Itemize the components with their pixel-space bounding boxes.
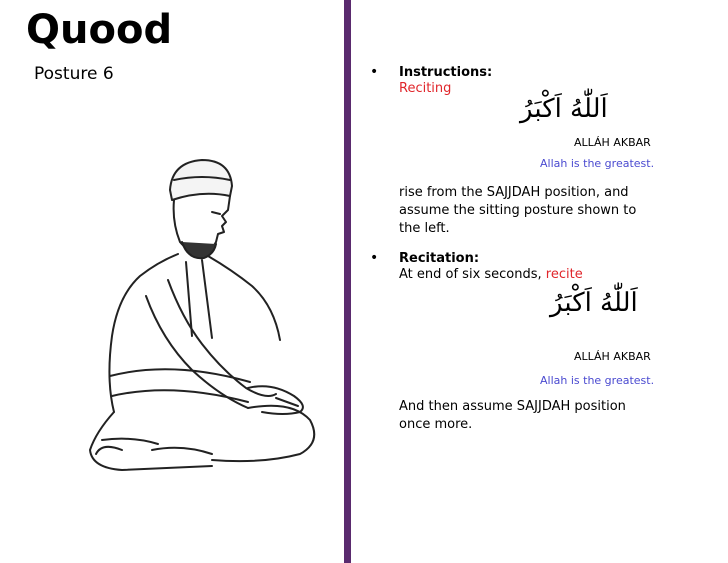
- reciting-label: Reciting: [399, 81, 452, 96]
- seated-figure-illustration: [62, 150, 332, 490]
- recitation-line: [399, 266, 583, 284]
- recitation-prefix: At end of six seconds,: [399, 267, 546, 282]
- translation-1: Allah is the greatest.: [540, 157, 655, 170]
- posture-label: Posture 6: [34, 64, 114, 84]
- arabic-calligraphy-1: اَللّٰهُ اَكْبَرُ: [520, 94, 608, 124]
- instructions-heading: Instructions:: [399, 65, 493, 80]
- vertical-divider: [344, 0, 351, 563]
- recitation-heading: Recitation:: [399, 251, 480, 266]
- translation-2: Allah is the greatest.: [540, 374, 655, 387]
- transliteration-2: ALLÁH AKBAR: [574, 350, 651, 363]
- page-title: Quood: [26, 7, 173, 53]
- bullet-marker: •: [370, 64, 379, 80]
- arabic-calligraphy-2: اَللّٰهُ اَكْبَرُ: [550, 288, 638, 318]
- instruction-line-1: rise from the SAJJDAH position, and: [399, 185, 629, 200]
- recitation-line-1: And then assume SAJJDAH position: [399, 399, 626, 414]
- instruction-line-2: assume the sitting posture shown to: [399, 203, 637, 218]
- instruction-line-3: the left.: [399, 221, 450, 236]
- recite-label: recite: [545, 267, 583, 282]
- recitation-line-2: once more.: [399, 417, 473, 432]
- bullet-marker: •: [370, 250, 379, 266]
- transliteration-1: ALLÁH AKBAR: [574, 136, 651, 149]
